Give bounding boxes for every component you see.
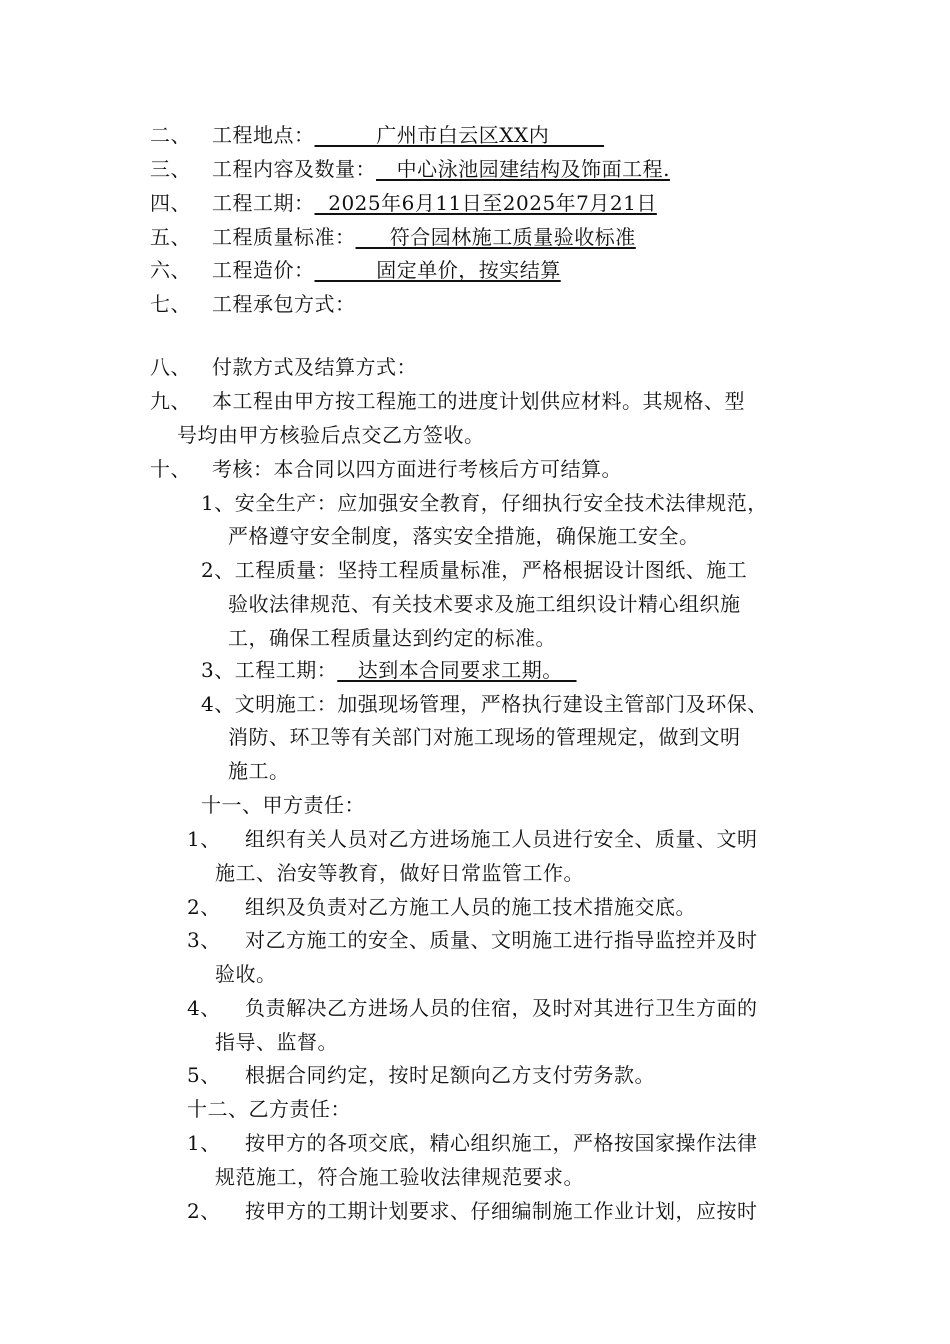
paragraph-line: 指导、监督。 xyxy=(215,1030,338,1054)
quality-value: 符合园林施工质量验收标准 xyxy=(355,225,636,249)
item-3-content xyxy=(150,155,670,183)
paragraph-line: 组织有关人员对乙方进场施工人员进行安全、质量、文明 xyxy=(245,827,758,851)
assessment-safety: 1、安全生产：应加强安全教育，仔细执行安全技术法律规范， xyxy=(201,491,768,515)
item-4-period xyxy=(150,189,657,217)
party-a-duty-4 xyxy=(187,994,758,1022)
item-number: 1、 xyxy=(187,827,221,851)
item-number: 三、 xyxy=(150,157,191,181)
item-number: 四、 xyxy=(150,191,191,215)
party-a-duty-1 xyxy=(187,825,758,853)
paragraph-line: 按甲方的各项交底，精心组织施工，严格按国家操作法律 xyxy=(245,1131,758,1155)
paragraph-line: 负责解决乙方进场人员的住宿，及时对其进行卫生方面的 xyxy=(245,996,758,1020)
item-7-contract-mode xyxy=(150,290,356,318)
item-2-location xyxy=(150,121,604,149)
paragraph-line: 号均由甲方核验后点交乙方签收。 xyxy=(177,423,485,447)
section-12-title: 十二、乙方责任： xyxy=(187,1097,351,1121)
item-label: 工程内容及数量： xyxy=(212,157,376,181)
item-number: 2、 xyxy=(187,895,221,919)
item-5-quality xyxy=(150,223,636,251)
item-number: 二、 xyxy=(150,123,191,147)
item-label: 工程工期： xyxy=(212,191,315,215)
item-number: 4、 xyxy=(187,996,221,1020)
party-b-duty-2 xyxy=(187,1197,758,1225)
item-label: 工程造价： xyxy=(212,258,315,282)
paragraph-line: 验收法律规范、有关技术要求及施工组织设计精心组织施 xyxy=(228,592,741,616)
item-label: 工程承包方式： xyxy=(212,292,356,316)
cost-value: 固定单价，按实结算 xyxy=(314,258,561,282)
content-value: 中心泳池园建结构及饰面工程. xyxy=(376,157,670,181)
assessment-civilized-construction: 4、文明施工：加强现场管理，严格执行建设主管部门及环保、 xyxy=(201,692,768,716)
paragraph-line: 施工、治安等教育，做好日常监管工作。 xyxy=(215,861,584,885)
paragraph-line: 组织及负责对乙方施工人员的施工技术措施交底。 xyxy=(245,895,696,919)
party-b-duty-1 xyxy=(187,1129,758,1157)
item-number: 十、 xyxy=(150,457,191,481)
paragraph-line: 规范施工，符合施工验收法律规范要求。 xyxy=(215,1165,584,1189)
period-requirement-value: 达到本合同要求工期。 xyxy=(337,658,577,682)
item-9-materials xyxy=(150,387,745,415)
party-a-duty-5 xyxy=(187,1061,655,1089)
paragraph-line: 消防、环卫等有关部门对施工现场的管理规定，做到文明 xyxy=(228,725,741,749)
paragraph-line: 根据合同约定，按时足额向乙方支付劳务款。 xyxy=(245,1063,655,1087)
assessment-quality: 2、工程质量：坚持工程质量标准，严格根据设计图纸、施工 xyxy=(201,558,748,582)
party-a-duty-2 xyxy=(187,893,696,921)
paragraph-line: 严格遵守安全制度，落实安全措施，确保施工安全。 xyxy=(228,524,700,548)
paragraph-line: 工，确保工程质量达到约定的标准。 xyxy=(228,626,556,650)
item-number: 五、 xyxy=(150,225,191,249)
paragraph-line: 考核：本合同以四方面进行考核后方可结算。 xyxy=(212,457,622,481)
item-number: 3、 xyxy=(187,928,221,952)
paragraph-line: 按甲方的工期计划要求、仔细编制施工作业计划，应按时 xyxy=(245,1199,758,1223)
paragraph-line: 验收。 xyxy=(215,962,277,986)
item-label: 工程质量标准： xyxy=(212,225,356,249)
paragraph-line: 本工程由甲方按工程施工的进度计划供应材料。其规格、型 xyxy=(212,389,745,413)
item-number: 八、 xyxy=(150,355,191,379)
item-number: 1、 xyxy=(187,1131,221,1155)
paragraph-line: 3、工程工期： xyxy=(201,658,338,682)
item-6-cost xyxy=(150,256,561,284)
period-value: 2025年6月11日至2025年7月21日 xyxy=(314,191,657,215)
paragraph-line: 施工。 xyxy=(228,759,290,783)
paragraph-line: 对乙方施工的安全、质量、文明施工进行指导监控并及时 xyxy=(245,928,758,952)
item-number: 九、 xyxy=(150,389,191,413)
item-number: 七、 xyxy=(150,292,191,316)
item-8-payment xyxy=(150,353,417,381)
item-label: 付款方式及结算方式： xyxy=(212,355,417,379)
item-10-assessment xyxy=(150,455,622,483)
assessment-period xyxy=(201,656,577,684)
item-number: 六、 xyxy=(150,258,191,282)
section-11-title: 十一、甲方责任： xyxy=(201,793,365,817)
item-number: 5、 xyxy=(187,1063,221,1087)
item-number: 2、 xyxy=(187,1199,221,1223)
item-label: 工程地点： xyxy=(212,123,315,147)
location-value: 广州市白云区XX内 xyxy=(314,123,605,147)
party-a-duty-3 xyxy=(187,926,758,954)
